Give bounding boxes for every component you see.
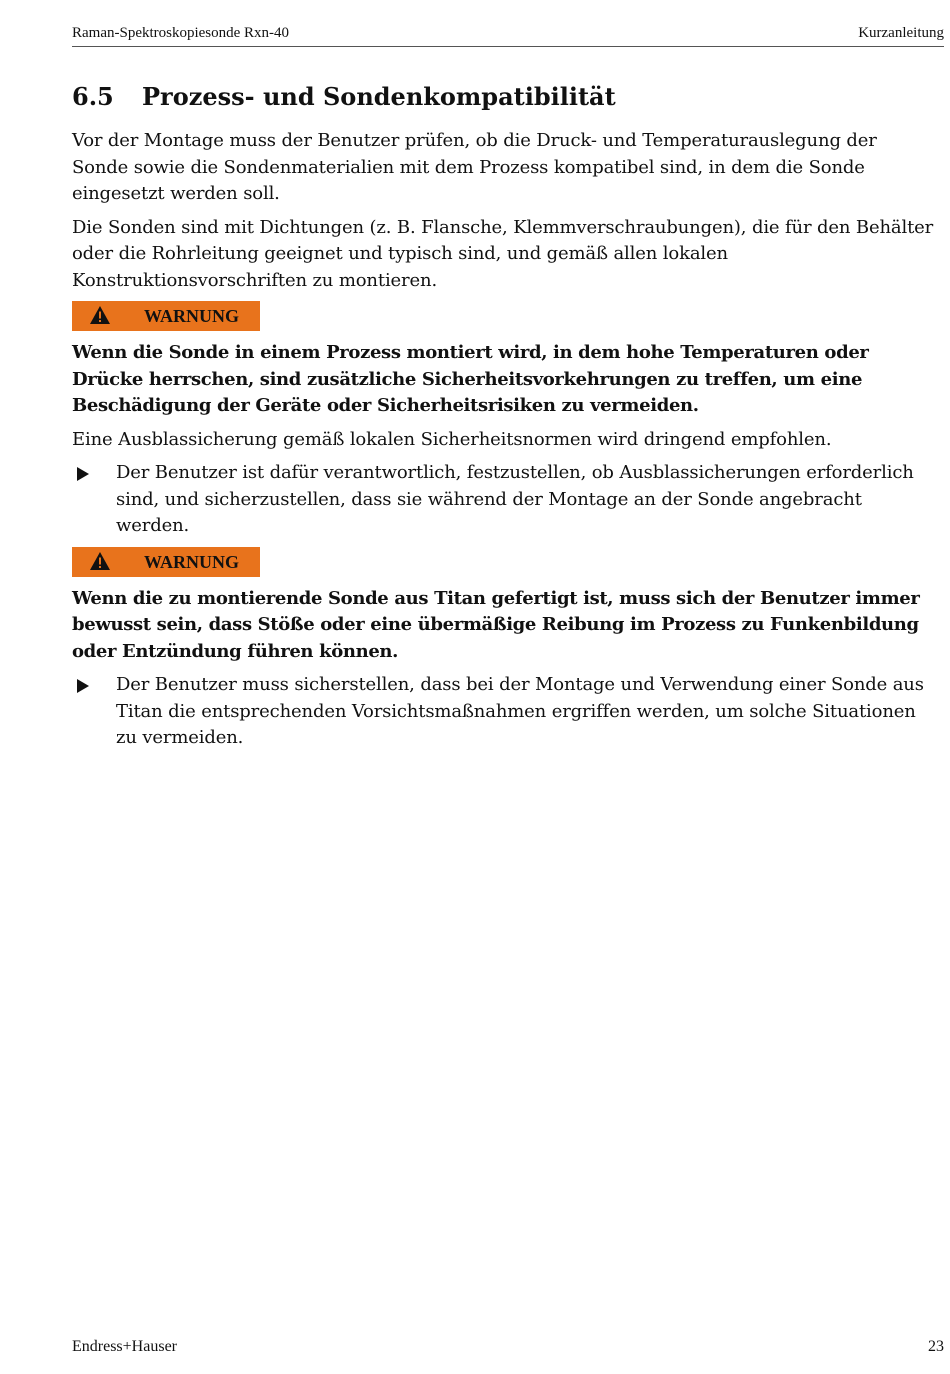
warning-note: Eine Ausblassicherung gemäß lokalen Sicherheitsnormen wird dringend empfohlen. xyxy=(72,428,832,450)
company-name: Endress+Hauser xyxy=(72,1338,177,1355)
section-title: Prozess- und Sondenkompatibilität xyxy=(142,82,616,111)
page-number: 23 xyxy=(928,1338,944,1355)
triangle-right-icon xyxy=(77,467,89,481)
section-heading xyxy=(72,80,938,114)
list-item xyxy=(72,460,938,540)
list-item-text: Der Benutzer muss sicherstellen, dass bei der Montage und Verwendung einer Sonde aus Titan die entsprechenden Vorsichtsmaßnahmen ergriffen werden, um solche Situationen zu vermeiden. xyxy=(116,674,924,748)
document-title: Raman-Spektroskopiesonde Rxn-40 xyxy=(72,25,290,41)
warning-banner xyxy=(72,301,260,331)
warning-label: WARNUNG xyxy=(144,306,240,326)
list-item-text: Der Benutzer ist dafür verantwortlich, festzustellen, ob Ausblassicherungen erforderlich sind, und sicherzustellen, dass sie während der Montage an der Sonde angebracht werden. xyxy=(116,462,914,536)
triangle-right-icon xyxy=(77,679,89,693)
warning-triangle-icon xyxy=(89,551,111,571)
main-content xyxy=(72,80,938,759)
warning-triangle-icon xyxy=(89,305,111,325)
warning-label: WARNUNG xyxy=(144,551,240,572)
warning-text: Wenn die zu montierende Sonde aus Titan gefertigt ist, muss sich der Benutzer immer bewusst sein, dass Stöße oder eine übermäßige Reibung im Prozess zu Funkenbildung oder Entzündung führen können. xyxy=(72,587,920,662)
page-header xyxy=(72,22,944,47)
document-type: Kurzanleitung xyxy=(858,25,944,41)
mounting-paragraph: Die Sonden sind mit Dichtungen (z. B. Flansche, Klemmverschraubungen), die für den Behälter oder die Rohrleitung geeignet und typisch sind, und gemäß allen lokalen Konstruktionsvorschriften zu montieren. xyxy=(72,216,934,291)
list-item xyxy=(72,672,938,752)
warning-banner xyxy=(72,547,260,577)
intro-paragraph: Vor der Montage muss der Benutzer prüfen, ob die Druck- und Temperaturauslegung der Sonde sowie die Sondenmaterialien mit dem Prozess kompatibel sind, in dem die Sonde eingesetzt werden soll. xyxy=(72,130,877,204)
section-number: 6.5 xyxy=(72,82,114,111)
page-footer xyxy=(72,1336,944,1360)
warning-text: Wenn die Sonde in einem Prozess montiert wird, in dem hohe Temperaturen oder Drücke herrschen, sind zusätzliche Sicherheitsvorkehrungen zu treffen, um eine Beschädigung der Geräte oder Sicherheitsrisiken zu vermeiden. xyxy=(72,342,869,416)
